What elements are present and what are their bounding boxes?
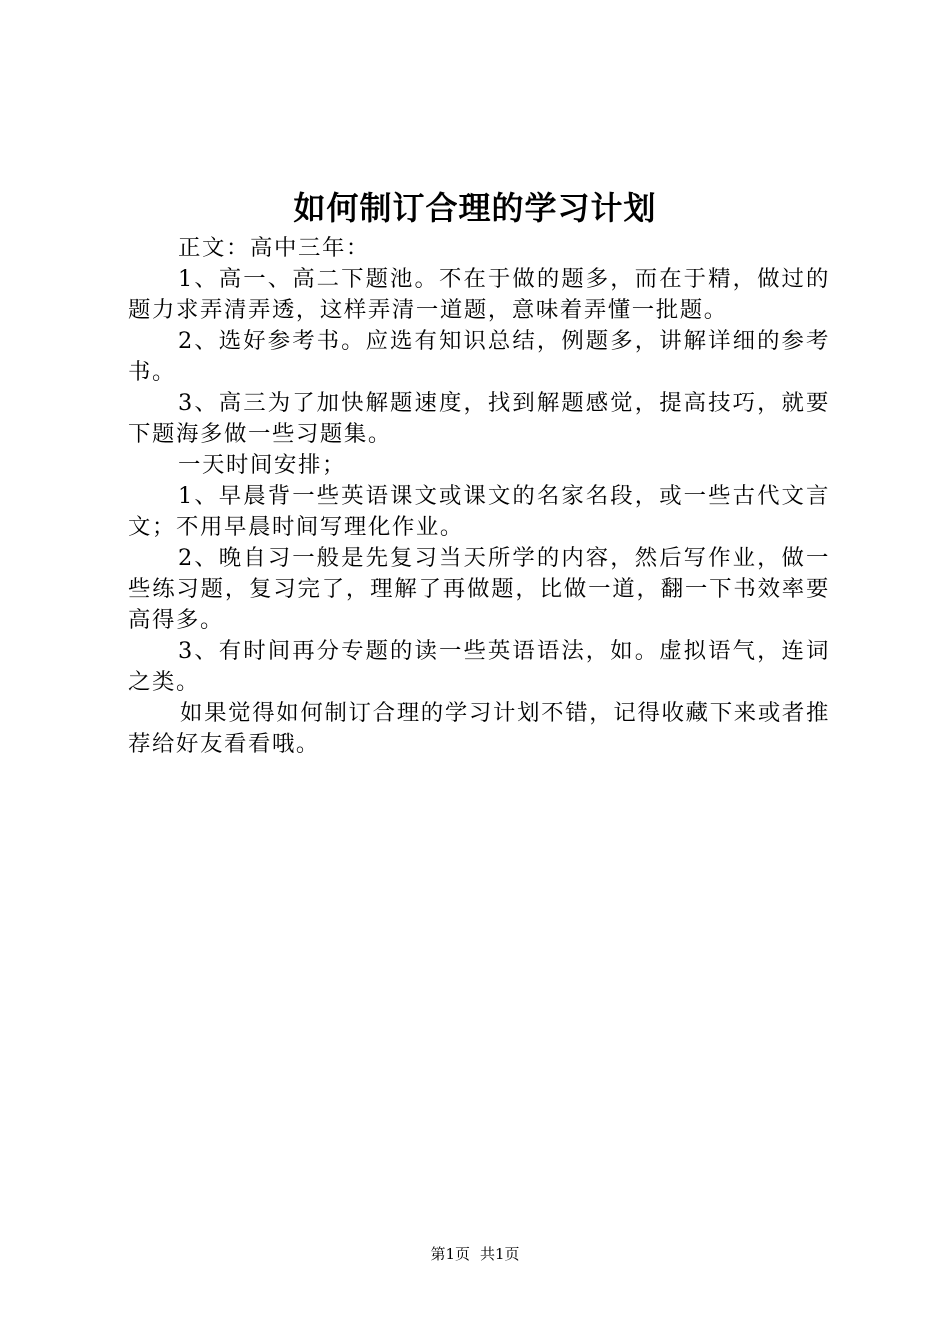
paragraph: 3、高三为了加快解题速度，找到解题感觉，提高技巧，就要下题海多做一些习题集。: [128, 390, 830, 447]
paragraph: 正文：高中三年：: [178, 235, 370, 261]
document-body: [128, 233, 830, 760]
paragraph: 如果觉得如何制订合理的学习计划不错，记得收藏下来或者推荐给好友看看哦。: [128, 700, 830, 757]
paragraph: 3、有时间再分专题的读一些英语语法，如。虚拟语气，连词之类。: [128, 638, 830, 695]
paragraph: 2、晚自习一般是先复习当天所学的内容，然后写作业，做一些练习题，复习完了，理解了再做题，比做一道，翻一下书效率要高得多。: [128, 545, 830, 633]
paragraph: 1、早晨背一些英语课文或课文的名家名段，或一些古代文言文；不用早晨时间写理化作业。: [128, 483, 830, 540]
page-number-current: 第1页: [430, 1245, 470, 1263]
page-footer: [0, 1243, 950, 1265]
paragraph: 1、高一、高二下题池。不在于做的题多，而在于精，做过的题力求弄清弄透，这样弄清一道题，意味着弄懂一批题。: [128, 266, 830, 323]
page-number-total: 共1页: [480, 1245, 520, 1263]
paragraph: 一天时间安排；: [178, 452, 346, 478]
document-title: 如何制订合理的学习计划: [293, 189, 657, 227]
paragraph: 2、选好参考书。应选有知识总结，例题多，讲解详细的参考书。: [128, 328, 830, 385]
